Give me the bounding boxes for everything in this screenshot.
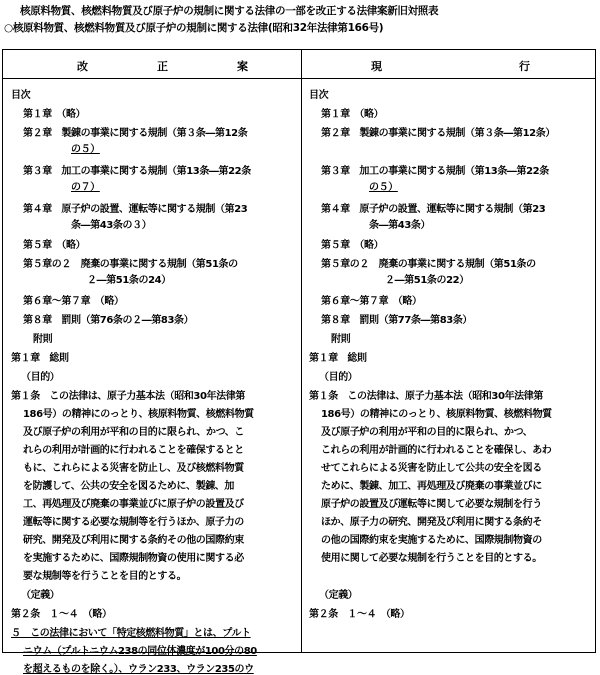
body-line-new: を超えるものを除く。）、ウラン233、ウラン235のウ [23,664,254,675]
body-line: せてこれらによる災害を防止して公共の安全を図る [321,463,542,474]
law-name: ○核原料物質、核燃料物質及び原子炉の規制に関する法律(昭和32年法律第166号) [4,22,384,34]
body-line-new: ５ この法律において「特定核燃料物質」とは、プルト [11,628,251,639]
revised-header-char: 改 [77,60,88,73]
article-caption: （定義） [21,590,60,601]
toc-line-continued: の５） [71,144,100,155]
toc-line-continued: ２―第51条の22） [385,275,469,286]
body-line: 第１条 この法律は、原子力基本法（昭和30年法律第 [11,391,245,402]
toc-line-continued: 条―第43条） [369,220,431,231]
body-line: 第２条 １～４ （略） [309,609,410,620]
table-of-contents-label: 目次 [11,90,31,101]
body-line: 及び原子炉の利用が平和の目的に限られ、かつ、 [321,427,533,438]
toc-line: 第５章の２ 廃棄の事業に関する規制（第51条の [23,259,238,270]
toc-line: 第８章 罰則（第76条の２―第83条） [23,315,194,326]
toc-line: 第４章 原子炉の設置、運転等に関する規制（第23 [23,204,248,215]
toc-line-continued: の５） [369,182,398,193]
body-line: 186号）の精神にのっとり、核原料物質、核燃料物質 [321,409,552,420]
body-line: 186号）の精神にのっとり、核原料物質、核燃料物質 [23,409,254,420]
chapter-heading: 第１章 総則 [11,353,69,364]
toc-line: 第６章～第７章 （略） [23,296,124,307]
toc-line: 附則 [331,334,351,345]
revised-header-char: 正 [157,60,168,73]
body-line: 研究、開発及び利用に関する条約その他の国際約束 [23,535,244,546]
toc-line-continued: の７） [71,182,100,193]
body-line: れらの利用が計画的に行われることを確保するとと [23,445,244,456]
body-line: を実施するために、国際規制物資の使用に関する必 [23,553,244,564]
document-title: 核原料物質、核燃料物質及び原子炉の規制に関する法律の一部を改正する法律案新旧対照表 [20,5,439,17]
body-line-new: ニウム（プルトニウム238の同位体濃度が100分の80 [23,646,257,657]
body-line: 第２条 １～４ （略） [11,609,112,620]
toc-line: 第５章の２ 廃棄の事業に関する規制（第51条の [321,259,536,270]
body-line: これらの利用が計画的に行われることを確保し、あわ [321,445,552,456]
revised-header-char: 案 [237,60,248,73]
article-caption: （定義） [319,590,358,601]
toc-line: 第８章 罰則（第77条―第83条） [321,315,473,326]
body-line: 工、再処理及び廃棄の事業並びに原子炉の設置及び [23,499,244,510]
toc-line: 第１章 （略） [321,109,384,120]
comparison-table [2,49,596,675]
current-header-char: 現 [371,60,382,73]
toc-line: 第６章～第７章 （略） [321,296,422,307]
article-caption: （目的） [21,372,60,383]
toc-line: 第３章 加工の事業に関する規制（第13条―第22条 [321,166,549,177]
current-header-char: 行 [519,60,530,73]
body-line: 要な規制等を行うことを目的とする。 [23,571,187,582]
toc-line: 第３章 加工の事業に関する規制（第13条―第22条 [23,166,251,177]
toc-line: 第２章 製錬の事業に関する規制（第３条―第12条） [321,128,555,139]
toc-line: 第４章 原子炉の設置、運転等に関する規制（第23 [321,204,546,215]
body-line: 及び原子炉の利用が平和の目的に限られ、かつ、こ [23,427,244,438]
body-line: 運転等に関する必要な規制等を行うほか、原子力の [23,517,244,528]
toc-line: 第２章 製錬の事業に関する規制（第３条―第12条 [23,128,248,139]
table-of-contents-label: 目次 [309,90,329,101]
article-caption: （目的） [319,372,358,383]
toc-line: 附則 [33,334,53,345]
chapter-heading: 第１章 総則 [309,353,367,364]
header-separator [3,78,595,79]
toc-line-continued: ２―第51条の24） [87,275,171,286]
toc-line: 第１章 （略） [23,109,86,120]
toc-line: 第５章 （略） [23,240,86,251]
body-line: 使用に関して必要な規制を行うことを目的とする。 [321,553,542,564]
toc-line: 第５章 （略） [321,240,384,251]
body-line: の他の国際約束を実施するために、国際規制物資の [321,535,542,546]
body-line: ために、製錬、加工、再処理及び廃棄の事業並びに [321,481,542,492]
body-line: 原子炉の設置及び運転等に関して必要な規制を行う [321,499,542,510]
body-line: 第１条 この法律は、原子力基本法（昭和30年法律第 [309,391,543,402]
toc-line-continued: 条―第43条の３） [71,220,152,231]
body-line: ほか、原子力の研究、開発及び利用に関する条約そ [321,517,542,528]
body-line: を防護して、公共の安全を図るために、製錬、加 [23,481,234,492]
column-divider [301,50,302,652]
body-line: もに、これらによる災害を防止し、及び核燃料物質 [23,463,244,474]
